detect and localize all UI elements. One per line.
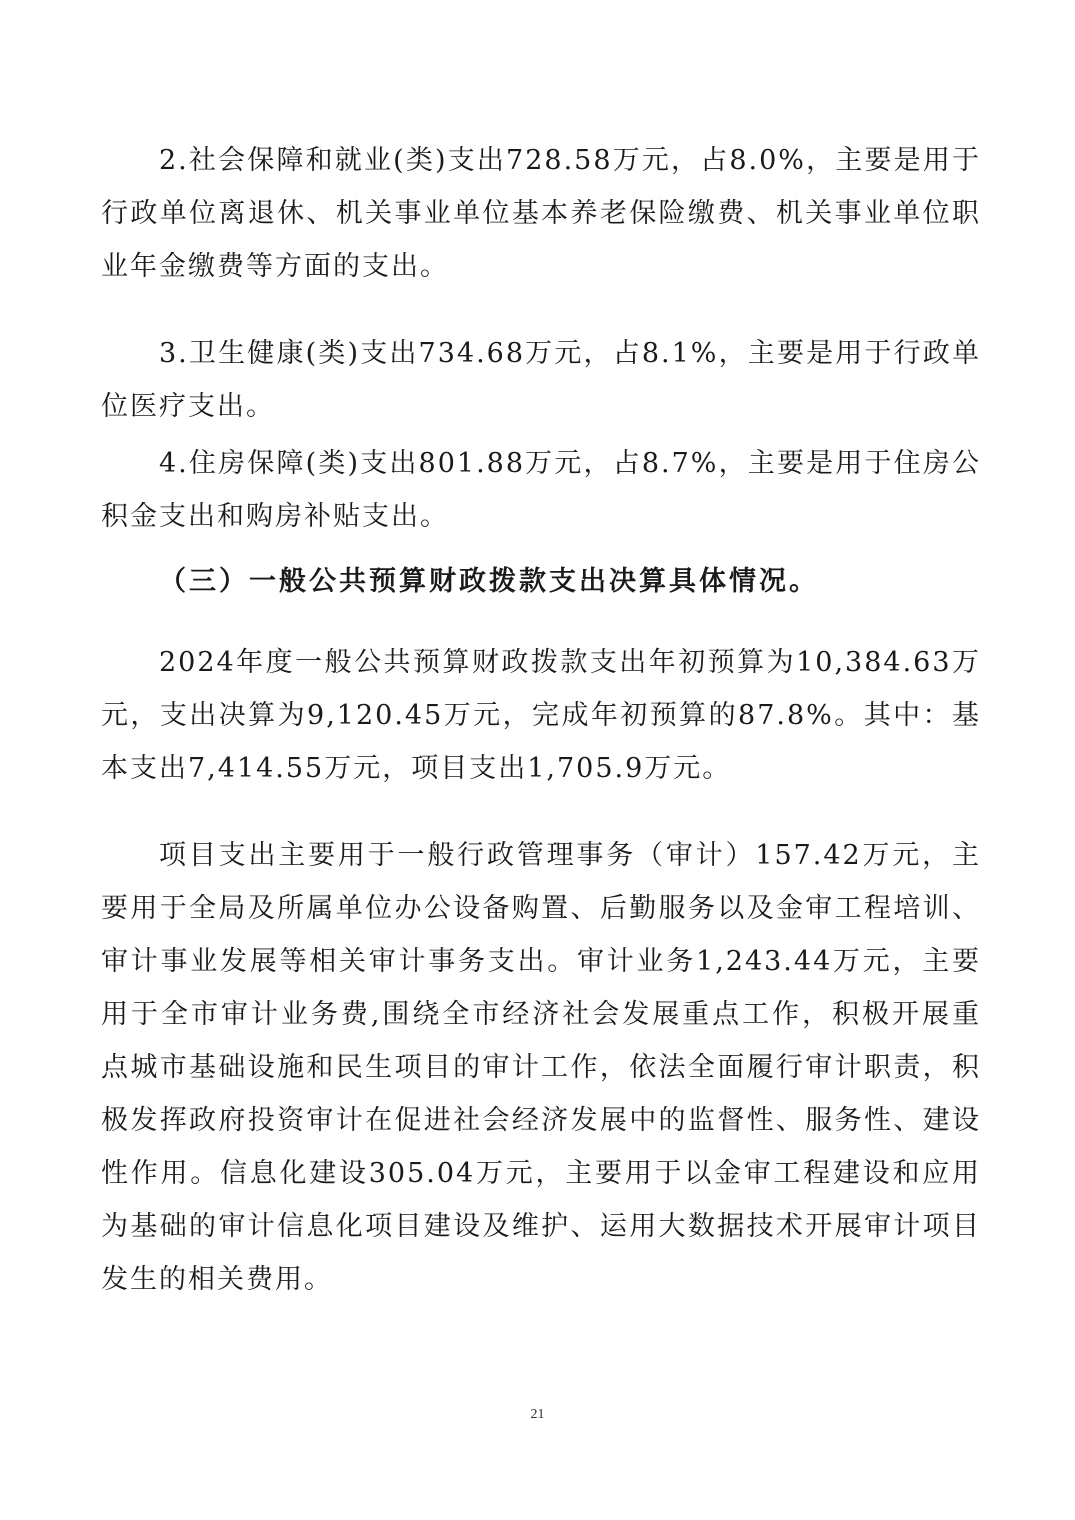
section-heading-budget-details: （三）一般公共预算财政拨款支出决算具体情况。 — [159, 566, 819, 597]
paragraph-annual-budget-summary: 2024年度一般公共预算财政拨款支出年初预算为10,384.63万元，支出决算为9,120.45万元，完成年初预算的87.8%。其中：基本支出7,414.55万元，项目支出1,705.9万元。 — [101, 647, 981, 784]
paragraph-project-expenditure: 项目支出主要用于一般行政管理事务（审计）157.42万元，主要用于全局及所属单位办公设备购置、后勤服务以及金审工程培训、审计事业发展等相关审计事务支出。审计业务1,243.44万元，主要用于全市审计业务费,围绕全市经济社会发展重点工作，积极开展重点城市基础设施和民生项目的审计工作，依法全面履行审计职责，积极发挥政府投资审计在促进社会经济发展中的监督性、服务性、建设性作用。信息化建设305.04万元，主要用于以金审工程建设和应用为基础的审计信息化项目建设及维护、运用大数据技术开展审计项目发生的相关费用。 — [101, 840, 981, 1295]
paragraph-housing-expenditure: 4.住房保障(类)支出801.88万元，占8.7%，主要是用于住房公积金支出和购房补贴支出。 — [101, 448, 981, 532]
paragraph-health-expenditure: 3.卫生健康(类)支出734.68万元，占8.1%，主要是用于行政单位医疗支出。 — [101, 338, 981, 422]
paragraph-social-security-expenditure: 2.社会保障和就业(类)支出728.58万元，占8.0%，主要是用于行政单位离退休、机关事业单位基本养老保险缴费、机关事业单位职业年金缴费等方面的支出。 — [101, 145, 981, 282]
page-number: 21 — [530, 1407, 545, 1422]
